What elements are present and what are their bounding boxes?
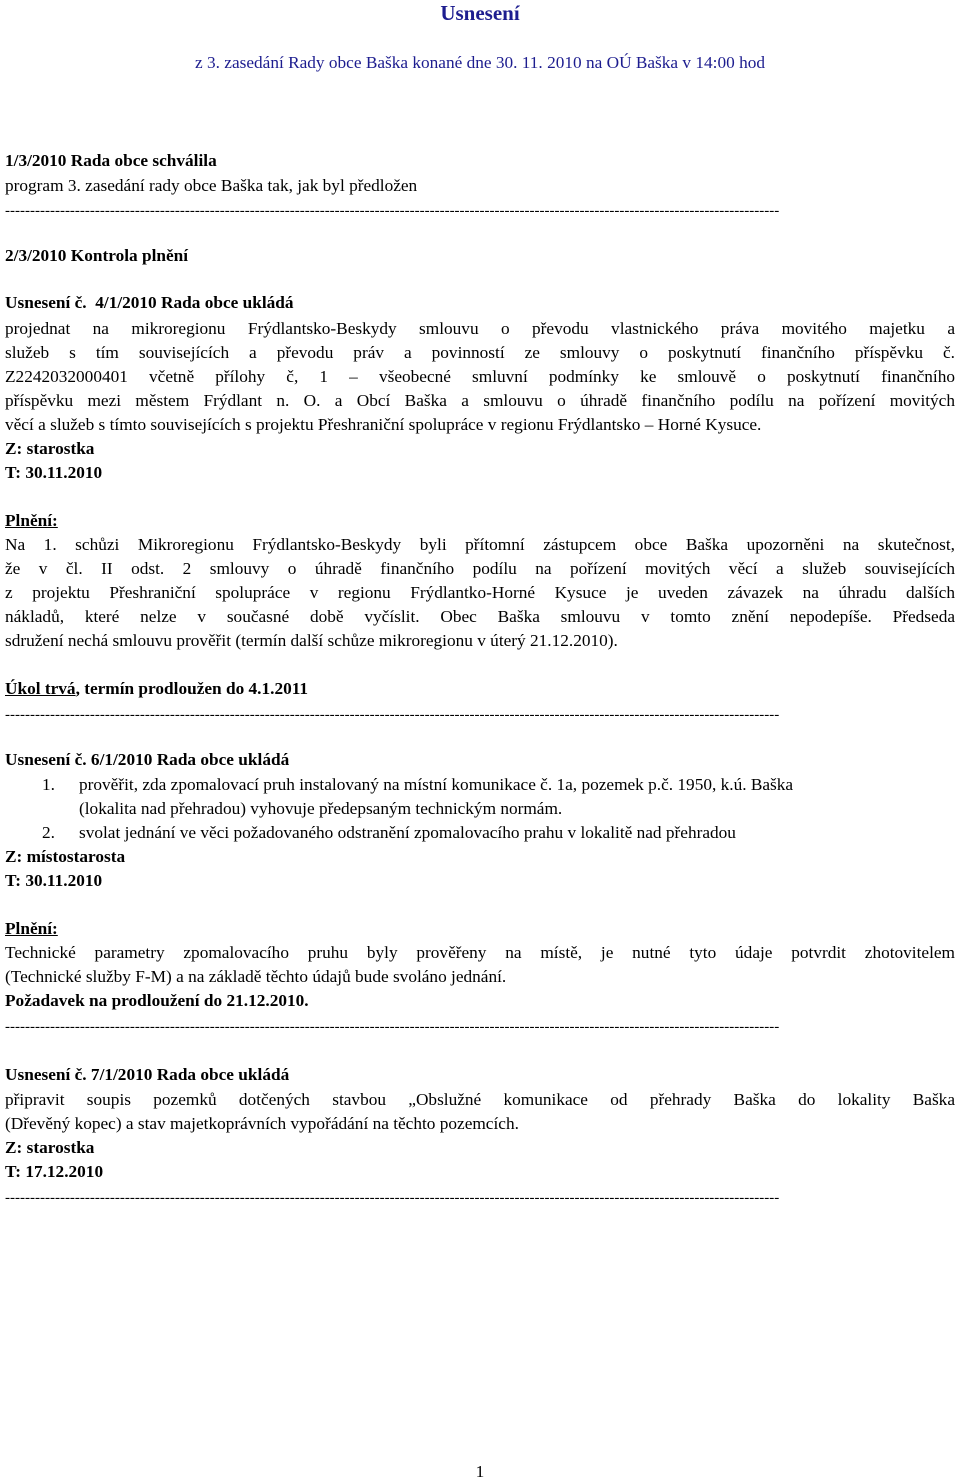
item1-heading: 1/3/2010 Rada obce schválila bbox=[5, 151, 217, 170]
separator-line: ----------------------------------------------------------------------------------------------------------------------------------------------------------- bbox=[5, 707, 780, 723]
resolution-7-responsible: Z: starostka bbox=[5, 1138, 95, 1157]
resolution-4-line: příspěvku mezi městem Frýdlant n. O. a Obcí Baška a smlouvu o úhradě finančního podílu na pořízení movitých bbox=[5, 391, 955, 410]
resolution-6-item-text: prověřit, zda zpomalovací pruh instalovaný na místní komunikace č. 1a, pozemek p.č. 1950, k.ú. Baška bbox=[79, 775, 794, 794]
resolution-7-line: (Dřevěný kopec) a stav majetkoprávních vypořádání na těchto pozemcích. bbox=[5, 1114, 519, 1133]
resolution-4-line: věcí a služeb s tímto souvisejících s projektu Přeshraniční spolupráce v regionu Frýdlantsko – Horné Kysuce. bbox=[5, 415, 762, 434]
resolution-4-fulfillment-line: sdružení nechá smlouvu prověřit (termín další schůze mikroregionu v úterý 21.12.2010). bbox=[5, 631, 618, 650]
resolution-7-line: připravit soupis pozemků dotčených stavbou „Obslužné komunikace od přehrady Baška do lokality Baška bbox=[5, 1090, 955, 1109]
separator-line: ----------------------------------------------------------------------------------------------------------------------------------------------------------- bbox=[5, 203, 780, 219]
resolution-4-line: projednat na mikroregionu Frýdlantsko-Beskydy smlouvu o převodu vlastnického práva movitého majetku a bbox=[5, 319, 955, 338]
separator-line: ----------------------------------------------------------------------------------------------------------------------------------------------------------- bbox=[5, 1190, 780, 1206]
resolution-6-fulfillment-line: Technické parametry zpomalovacího pruhu byly prověřeny na místě, je nutné tyto údaje potvrdit zhotovitelem bbox=[5, 943, 955, 962]
resolution-4-heading-rest: 4/1/2010 Rada obce ukládá bbox=[95, 293, 294, 312]
resolution-6-item-text: svolat jednání ve věci požadovaného odstranění zpomalovacího prahu v lokalitě nad přehradou bbox=[79, 823, 736, 842]
resolution-4-task-status bbox=[5, 678, 308, 700]
item1-text: program 3. zasedání rady obce Baška tak, jak byl předložen bbox=[5, 176, 418, 195]
resolution-6-item-number: 2. bbox=[42, 823, 55, 842]
resolution-6-fulfillment-label: Plnění: bbox=[5, 919, 58, 938]
resolution-4-fulfillment-line: že v čl. II odst. 2 smlouvy o úhradě finančního podílu na pořízení movitých věcí a služeb souvisejících bbox=[5, 559, 955, 578]
resolution-4-deadline: T: 30.11.2010 bbox=[5, 463, 103, 482]
resolution-4-fulfillment-line: nákladů, které nelze v současné době vyčíslit. Obec Baška smlouvu v tomto znění nepodepíše. Předseda bbox=[5, 607, 955, 626]
resolution-6-item-number: 1. bbox=[42, 775, 55, 794]
item2-heading: 2/3/2010 Kontrola plnění bbox=[5, 246, 189, 265]
resolution-4-fulfillment-label: Plnění: bbox=[5, 511, 58, 530]
resolution-7-deadline: T: 17.12.2010 bbox=[5, 1162, 104, 1181]
page-number: 1 bbox=[475, 1462, 485, 1481]
resolution-4-line: služeb s tím souvisejících a převodu práv a povinností ze smlouvy o poskytnutí finančního příspěvku č. bbox=[5, 343, 955, 362]
resolution-7-heading: Usnesení č. 7/1/2010 Rada obce ukládá bbox=[5, 1065, 290, 1084]
resolution-4-line: Z2242032000401 včetně přílohy č, 1 – všeobecné smluvní podmínky ke smlouvě o poskytnutí finančního bbox=[5, 367, 955, 386]
task-status-rest: , termín prodloužen do 4.1.2011 bbox=[75, 679, 309, 698]
resolution-6-extension: Požadavek na prodloužení do 21.12.2010. bbox=[5, 991, 309, 1010]
resolution-4-fulfillment-line: Na 1. schůzi Mikroregionu Frýdlantsko-Beskydy byli přítomní zástupcem obce Baška upozorněni na skutečnost, bbox=[5, 535, 955, 554]
resolution-6-deadline: T: 30.11.2010 bbox=[5, 871, 103, 890]
resolution-6-heading: Usnesení č. 6/1/2010 Rada obce ukládá bbox=[5, 750, 290, 769]
resolution-4-heading bbox=[5, 292, 294, 314]
resolution-4-heading-prefix: Usnesení č. bbox=[5, 293, 87, 312]
resolution-6-fulfillment-line: (Technické služby F-M) a na základě těchto údajů bude svoláno jednání. bbox=[5, 967, 507, 986]
document-title: Usnesení bbox=[440, 1, 520, 25]
separator-line: ----------------------------------------------------------------------------------------------------------------------------------------------------------- bbox=[5, 1019, 780, 1035]
resolution-6-item-text: (lokalita nad přehradou) vyhovuje předepsaným technickým normám. bbox=[79, 799, 563, 818]
resolution-4-responsible: Z: starostka bbox=[5, 439, 95, 458]
resolution-4-fulfillment-line: z projektu Přeshraniční spolupráce v regionu Frýdlantko-Horné Kysuce je uveden závazek na úhradu dalších bbox=[5, 583, 955, 602]
document-subtitle: z 3. zasedání Rady obce Baška konané dne 30. 11. 2010 na OÚ Baška v 14:00 hod bbox=[195, 53, 765, 72]
resolution-6-responsible: Z: místostarosta bbox=[5, 847, 126, 866]
task-status-label: Úkol trvá bbox=[5, 679, 76, 698]
